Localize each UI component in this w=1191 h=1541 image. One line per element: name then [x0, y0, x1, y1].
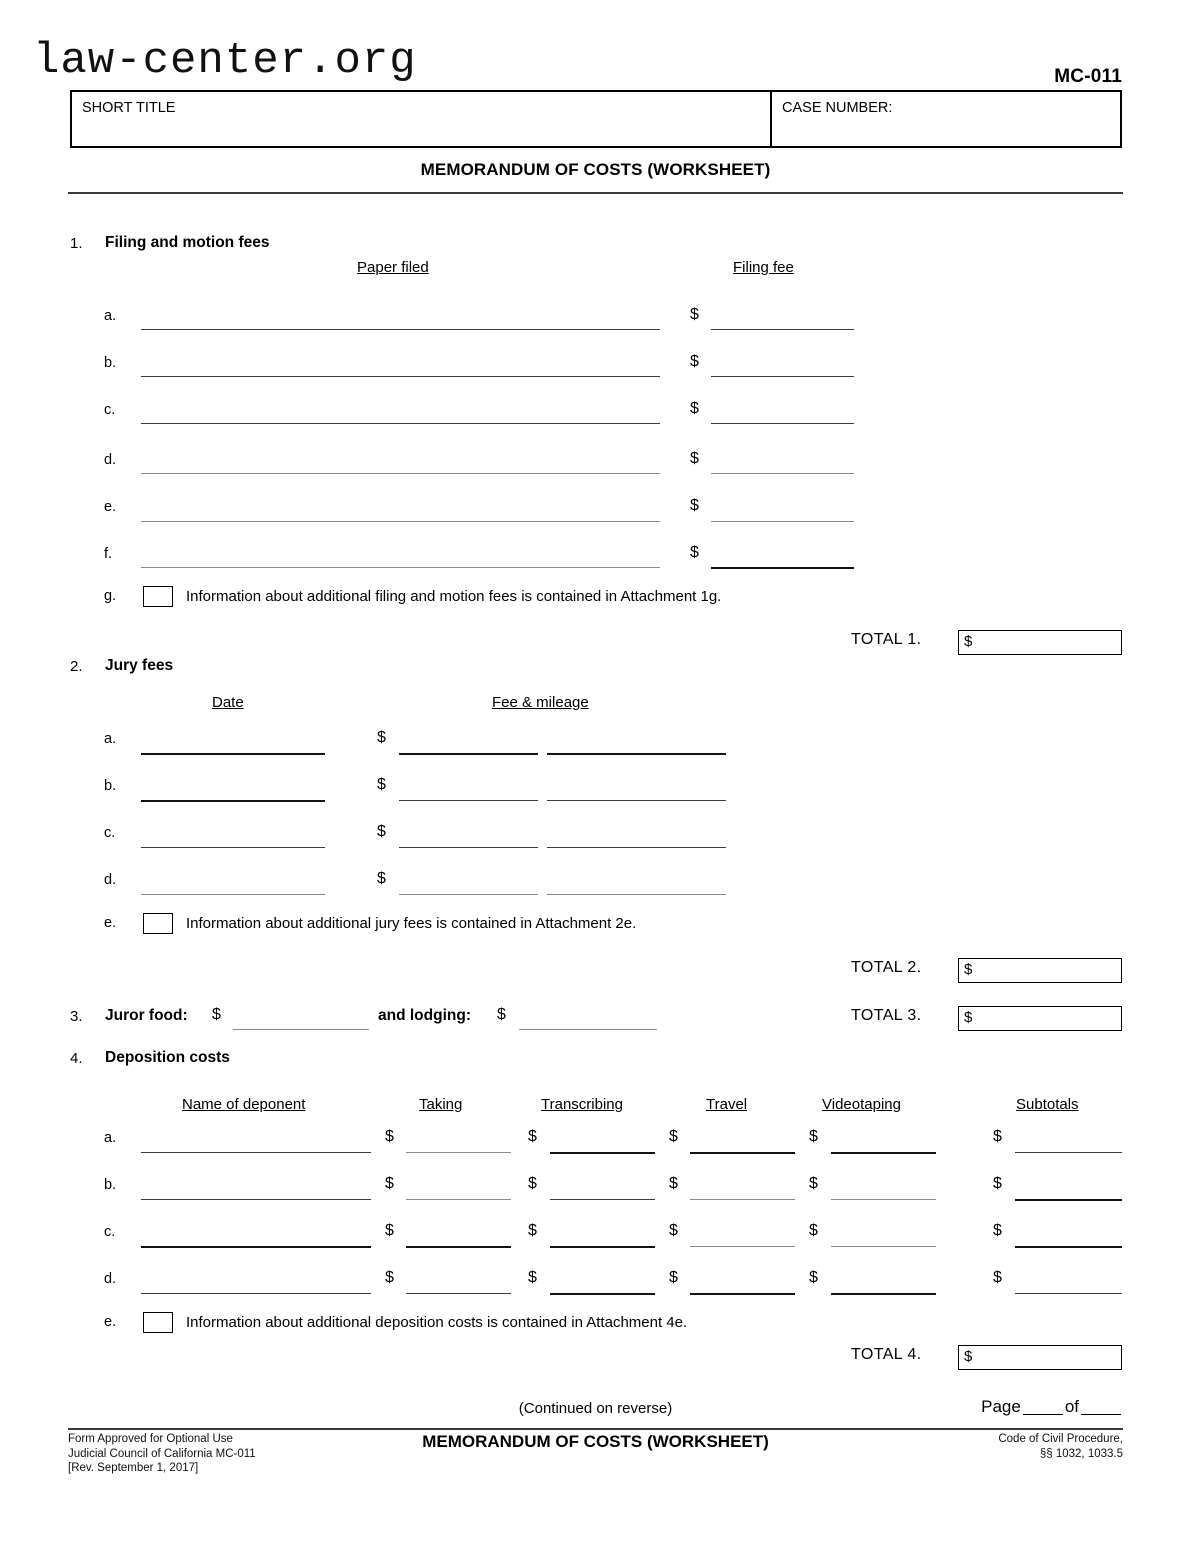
filing-fee-input-1f[interactable]	[711, 567, 854, 569]
attachment-1g-label: Information about additional filing and motion fees is contained in Attachment 1g.	[186, 588, 722, 605]
total-3-label: TOTAL 3.	[851, 1007, 922, 1024]
lodging-label: and lodging:	[378, 1007, 471, 1024]
row-letter: a.	[104, 731, 117, 747]
code-line-1: Code of Civil Procedure,	[998, 1433, 1123, 1445]
row-letter: c.	[104, 402, 116, 418]
section-1-col-paper-filed: Paper filed	[357, 259, 429, 276]
section-4-number: 4.	[70, 1050, 83, 1067]
jury-date-input-2d[interactable]	[141, 894, 325, 895]
attachment-1g-checkbox[interactable]	[143, 586, 173, 607]
currency-symbol: $	[690, 450, 699, 467]
total-1-input[interactable]	[958, 630, 1122, 655]
currency-symbol: $	[377, 729, 386, 746]
currency-symbol: $	[377, 776, 386, 793]
short-title-label: SHORT TITLE	[82, 100, 176, 116]
row-letter: b.	[104, 355, 117, 371]
paper-filed-input-1e[interactable]	[141, 521, 660, 522]
currency-symbol: $	[377, 823, 386, 840]
approved-line-2: Judicial Council of California MC-011	[68, 1447, 256, 1460]
currency-symbol: $	[993, 1222, 1002, 1239]
subtotal-input-4a[interactable]	[1015, 1152, 1122, 1153]
section-1-title: Filing and motion fees	[105, 234, 270, 251]
attachment-2e-label: Information about additional jury fees is contained in Attachment 2e.	[186, 915, 637, 932]
row-letter: d.	[104, 872, 117, 888]
jury-fee-input-2b[interactable]	[399, 800, 538, 801]
currency-symbol: $	[690, 306, 699, 323]
videotaping-input-4b[interactable]	[831, 1199, 936, 1200]
currency-symbol: $	[993, 1128, 1002, 1145]
case-number-label: CASE NUMBER:	[782, 100, 893, 116]
filing-fee-input-1b[interactable]	[711, 376, 854, 377]
currency-symbol: $	[528, 1128, 537, 1145]
of-label: of	[1064, 1397, 1079, 1416]
paper-filed-input-1a[interactable]	[141, 329, 660, 330]
paper-filed-input-1f[interactable]	[141, 567, 660, 568]
section-2-title: Jury fees	[105, 657, 174, 674]
currency-symbol: $	[964, 1009, 973, 1026]
site-brand: law-center.org	[33, 36, 417, 86]
jury-mileage-input-2d[interactable]	[547, 894, 726, 895]
currency-symbol: $	[964, 1348, 973, 1365]
section-4-col-videotaping: Videotaping	[822, 1096, 901, 1113]
row-letter: e.	[104, 499, 117, 515]
videotaping-input-4c[interactable]	[831, 1246, 936, 1247]
row-letter: b.	[104, 1177, 117, 1193]
videotaping-input-4a[interactable]	[831, 1152, 936, 1154]
currency-symbol: $	[669, 1222, 678, 1239]
row-letter: c.	[104, 1224, 116, 1240]
currency-symbol: $	[385, 1269, 394, 1286]
row-letter: g.	[104, 588, 117, 604]
approved-line-3: [Rev. September 1, 2017]	[68, 1462, 199, 1474]
caption-header-box	[70, 90, 1122, 148]
currency-symbol: $	[690, 497, 699, 514]
currency-symbol: $	[809, 1175, 818, 1192]
jury-mileage-input-2a[interactable]	[547, 753, 726, 755]
row-letter: f.	[104, 546, 113, 562]
row-letter: e.	[104, 915, 117, 931]
jury-fee-input-2a[interactable]	[399, 753, 538, 755]
currency-symbol: $	[212, 1006, 221, 1023]
taking-input-4a[interactable]	[406, 1152, 511, 1153]
row-letter: d.	[104, 1271, 117, 1287]
currency-symbol: $	[385, 1222, 394, 1239]
title-divider	[68, 192, 1123, 194]
page-title: MEMORANDUM OF COSTS (WORKSHEET)	[420, 160, 771, 179]
row-letter: c.	[104, 825, 116, 841]
transcribing-input-4d[interactable]	[550, 1293, 655, 1295]
currency-symbol: $	[385, 1128, 394, 1145]
code-line-2: §§ 1032, 1033.5	[1039, 1447, 1123, 1460]
section-4-col-travel: Travel	[706, 1096, 748, 1113]
jury-fee-input-2d[interactable]	[399, 894, 538, 895]
currency-symbol: $	[497, 1006, 506, 1023]
currency-symbol: $	[964, 961, 973, 978]
taking-input-4d[interactable]	[406, 1293, 511, 1294]
deponent-name-input-4d[interactable]	[141, 1293, 371, 1294]
paper-filed-input-1b[interactable]	[141, 376, 660, 377]
section-2-number: 2.	[70, 658, 83, 675]
section-2-col-date: Date	[212, 694, 244, 711]
jury-date-input-2b[interactable]	[141, 800, 325, 802]
row-letter: a.	[104, 308, 117, 324]
section-4-title: Deposition costs	[105, 1049, 230, 1066]
attachment-4e-checkbox[interactable]	[143, 1312, 173, 1333]
jury-mileage-input-2b[interactable]	[547, 800, 726, 801]
currency-symbol: $	[669, 1128, 678, 1145]
juror-food-label: Juror food:	[105, 1007, 188, 1024]
page-number-input[interactable]	[1023, 1414, 1063, 1415]
travel-input-4c[interactable]	[690, 1246, 795, 1247]
travel-input-4b[interactable]	[690, 1199, 795, 1200]
subtotal-input-4d[interactable]	[1015, 1293, 1122, 1294]
row-letter: a.	[104, 1130, 117, 1146]
filing-fee-input-1c[interactable]	[711, 423, 854, 424]
subtotal-input-4b[interactable]	[1015, 1199, 1122, 1201]
juror-food-input[interactable]	[233, 1029, 369, 1030]
row-letter: d.	[104, 452, 117, 468]
paper-filed-input-1d[interactable]	[141, 473, 660, 474]
filing-fee-input-1a[interactable]	[711, 329, 854, 330]
currency-symbol: $	[669, 1269, 678, 1286]
total-1-label: TOTAL 1.	[851, 631, 922, 648]
section-4-col-transcribing: Transcribing	[541, 1096, 623, 1113]
page-label: Page	[981, 1397, 1021, 1416]
currency-symbol: $	[528, 1222, 537, 1239]
currency-symbol: $	[690, 544, 699, 561]
section-4-col-subtotals: Subtotals	[1016, 1096, 1079, 1113]
short-title-field[interactable]	[72, 92, 772, 146]
subtotal-input-4c[interactable]	[1015, 1246, 1122, 1248]
legal-citation	[998, 1432, 1123, 1461]
currency-symbol: $	[993, 1175, 1002, 1192]
jury-date-input-2c[interactable]	[141, 847, 325, 848]
currency-symbol: $	[528, 1269, 537, 1286]
currency-symbol: $	[964, 633, 973, 650]
total-4-label: TOTAL 4.	[851, 1346, 922, 1363]
travel-input-4a[interactable]	[690, 1152, 795, 1154]
currency-symbol: $	[809, 1269, 818, 1286]
section-4-col-name: Name of deponent	[182, 1096, 306, 1113]
currency-symbol: $	[690, 353, 699, 370]
currency-symbol: $	[385, 1175, 394, 1192]
currency-symbol: $	[377, 870, 386, 887]
footer-divider	[68, 1428, 1123, 1430]
footer-title: MEMORANDUM OF COSTS (WORKSHEET)	[422, 1432, 769, 1451]
taking-input-4b[interactable]	[406, 1199, 511, 1200]
page-total-input[interactable]	[1081, 1414, 1121, 1415]
row-letter: e.	[104, 1314, 117, 1330]
page-number-field	[981, 1397, 1123, 1417]
section-2-col-fee-mileage: Fee & mileage	[492, 694, 589, 711]
filing-fee-input-1d[interactable]	[711, 473, 854, 474]
videotaping-input-4d[interactable]	[831, 1293, 936, 1295]
deponent-name-input-4a[interactable]	[141, 1152, 371, 1153]
transcribing-input-4c[interactable]	[550, 1246, 655, 1248]
paper-filed-input-1c[interactable]	[141, 423, 660, 424]
travel-input-4d[interactable]	[690, 1293, 795, 1295]
transcribing-input-4b[interactable]	[550, 1199, 655, 1200]
continued-on-reverse: (Continued on reverse)	[518, 1400, 673, 1417]
total-4-input[interactable]	[958, 1345, 1122, 1370]
jury-mileage-input-2c[interactable]	[547, 847, 726, 848]
section-1-number: 1.	[70, 235, 83, 252]
deponent-name-input-4b[interactable]	[141, 1199, 371, 1200]
lodging-input[interactable]	[519, 1029, 657, 1030]
currency-symbol: $	[669, 1175, 678, 1192]
row-letter: b.	[104, 778, 117, 794]
deponent-name-input-4c[interactable]	[141, 1246, 371, 1248]
currency-symbol: $	[690, 400, 699, 417]
currency-symbol: $	[528, 1175, 537, 1192]
filing-fee-input-1e[interactable]	[711, 521, 854, 522]
jury-date-input-2a[interactable]	[141, 753, 325, 755]
section-1-col-filing-fee: Filing fee	[733, 259, 794, 276]
taking-input-4c[interactable]	[406, 1246, 511, 1248]
total-2-input[interactable]	[958, 958, 1122, 983]
case-number-field[interactable]	[772, 92, 1120, 146]
approved-line-1: Form Approved for Optional Use	[68, 1433, 233, 1445]
currency-symbol: $	[809, 1128, 818, 1145]
currency-symbol: $	[809, 1222, 818, 1239]
transcribing-input-4a[interactable]	[550, 1152, 655, 1154]
attachment-4e-label: Information about additional deposition costs is contained in Attachment 4e.	[186, 1314, 688, 1331]
jury-fee-input-2c[interactable]	[399, 847, 538, 848]
total-3-input[interactable]	[958, 1006, 1122, 1031]
attachment-2e-checkbox[interactable]	[143, 913, 173, 934]
section-3-number: 3.	[70, 1008, 83, 1025]
section-4-col-taking: Taking	[419, 1096, 463, 1113]
currency-symbol: $	[993, 1269, 1002, 1286]
form-code: MC-011	[1054, 66, 1122, 87]
total-2-label: TOTAL 2.	[851, 959, 922, 976]
